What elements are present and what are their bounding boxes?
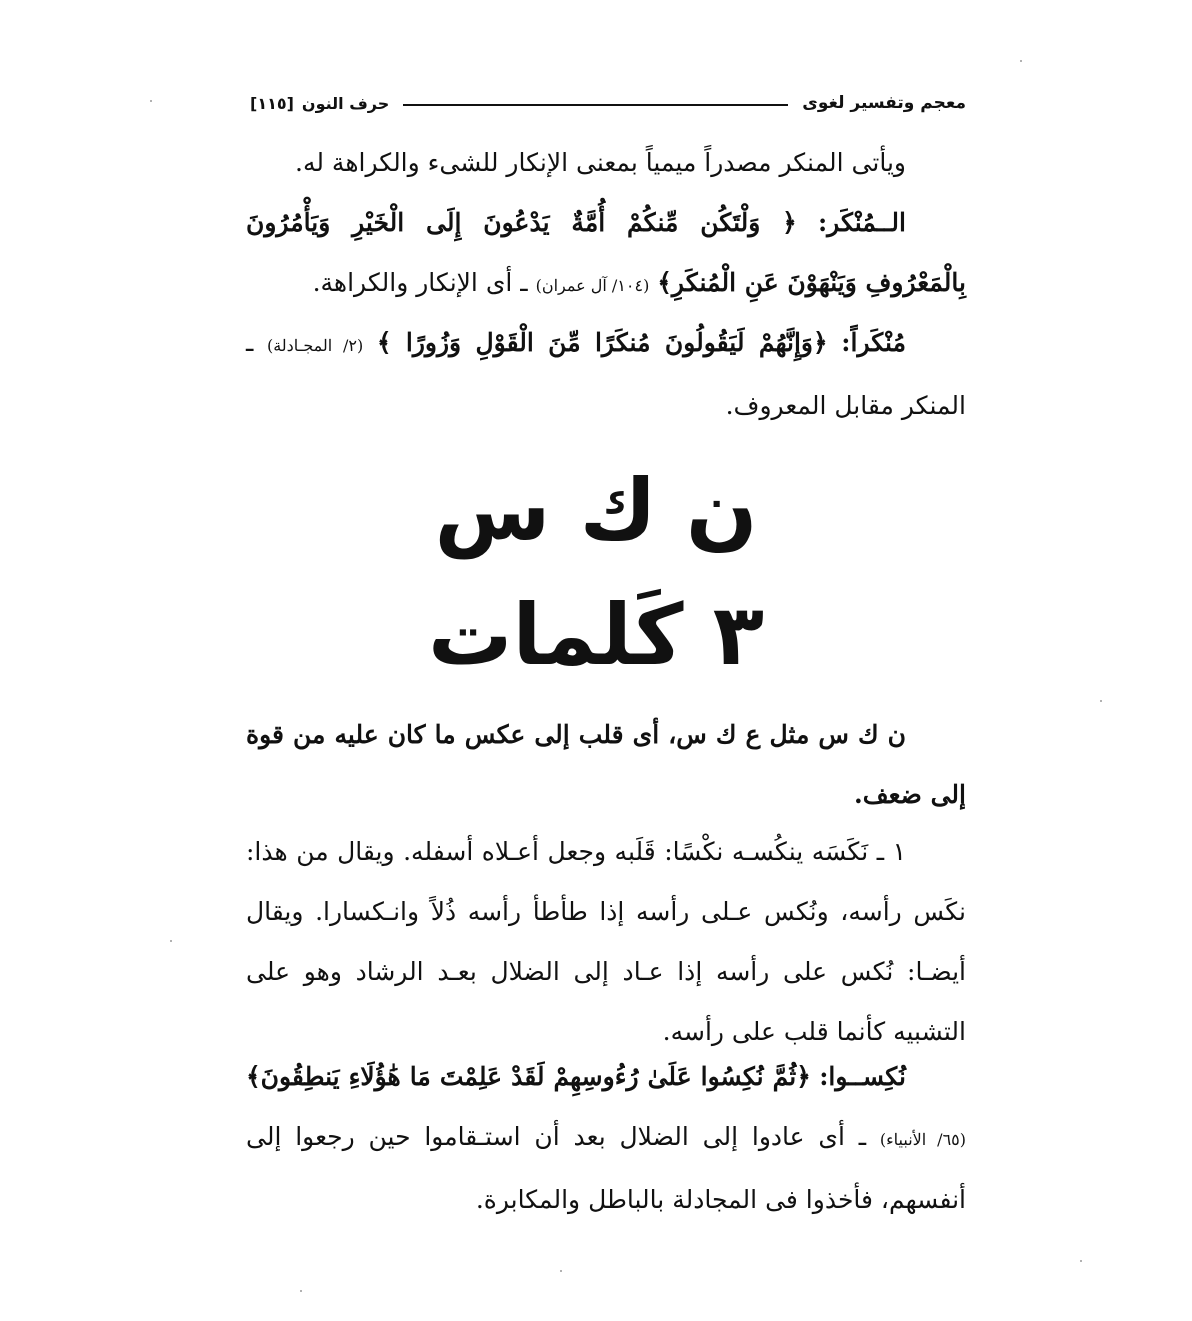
running-header [250,88,966,118]
entry-gloss: ـ المنكر مقابل المعروف. [246,328,966,420]
verse-reference: (١٠٤/ آل عمران) [535,276,650,295]
section-name: حرف النون [301,93,390,113]
paragraph-text: ن ك س مثل ع ك س، أى قلب إلى عكس ما كان عليه من قوة إلى ضعف. [246,720,966,809]
page-number: [١١٥] [250,93,294,113]
verse-reference: (٦٥/ الأنبياء) [879,1130,966,1149]
quran-verse: ﴿ وَلْتَكُن مِّنكُمْ أُمَّةٌ يَدْعُونَ إِلَى الْخَيْرِ وَيَأْمُرُونَ بِالْمَعْرُوفِ وَيَنْهَوْنَ عَنِ الْمُنكَرِ﴾ [246,208,966,297]
entry-term: نُكِســوا: [819,1062,906,1091]
header-rule [403,104,788,106]
verse-reference: (٢/ المجـادلة) [266,336,364,355]
quran-verse: ﴿ثُمَّ نُكِسُوا عَلَىٰ رُءُوسِهِمْ لَقَدْ عَلِمْتَ مَا هَٰؤُلَاءِ يَنطِقُونَ﴾ [246,1062,811,1091]
entry-term: الــمُنْكَر: [817,208,906,237]
book-title: معجم وتفسير لغوى [802,93,966,113]
scan-speck [1100,700,1102,702]
entry-munkaran [246,313,966,436]
paragraph-text: ١ ـ نَكَسَه ينكُسـه نكْسًا: قَلَبه وجعل أعـلاه أسفله. ويقال من هذا: نكَس رأسه، ونُكس عـلى رأسه إذا طأطأ رأسه ذُلاً وانـكسارا. ويقال أيضـا: نُكس على رأسه إذا عـاد إلى الضلال بعـد الرشاد وهو على التشبيه كأنما قلب على رأسه. [246,837,966,1046]
entry-gloss: ـ أى عادوا إلى الضلال بعد أن استـقاموا حين رجعوا إلى أنفسهم، فأخذوا فى المجادلة بالباطل والمكابرة. [246,1122,966,1214]
entry-al-munkar [246,193,966,316]
scan-speck [170,940,172,942]
scan-speck [560,1270,562,1272]
quran-verse: ﴿وَإِنَّهُمْ لَيَقُولُونَ مُنكَرًا مِّنَ الْقَوْلِ وَزُورًا ﴾ [376,328,828,357]
word-count-heading: ٣ كَلمات [428,586,764,684]
scan-speck [300,1290,302,1292]
root-definition [246,705,966,825]
paragraph-text: ويأتى المنكر مصدراً ميمياً بمعنى الإنكار للشىء والكراهة له. [295,148,906,177]
root-letters-heading: ن ك س [434,461,758,559]
scan-speck [1080,1260,1082,1262]
entry-nakasahu [246,822,966,1062]
paragraph-masdar [246,133,966,193]
scan-speck [150,100,152,102]
entry-gloss: ـ أى الإنكار والكراهة. [312,268,528,297]
entry-term: مُنْكَراً: [841,328,906,357]
entry-nukisu [246,1047,966,1230]
scan-speck [1020,60,1022,62]
header-section-group [250,94,389,113]
